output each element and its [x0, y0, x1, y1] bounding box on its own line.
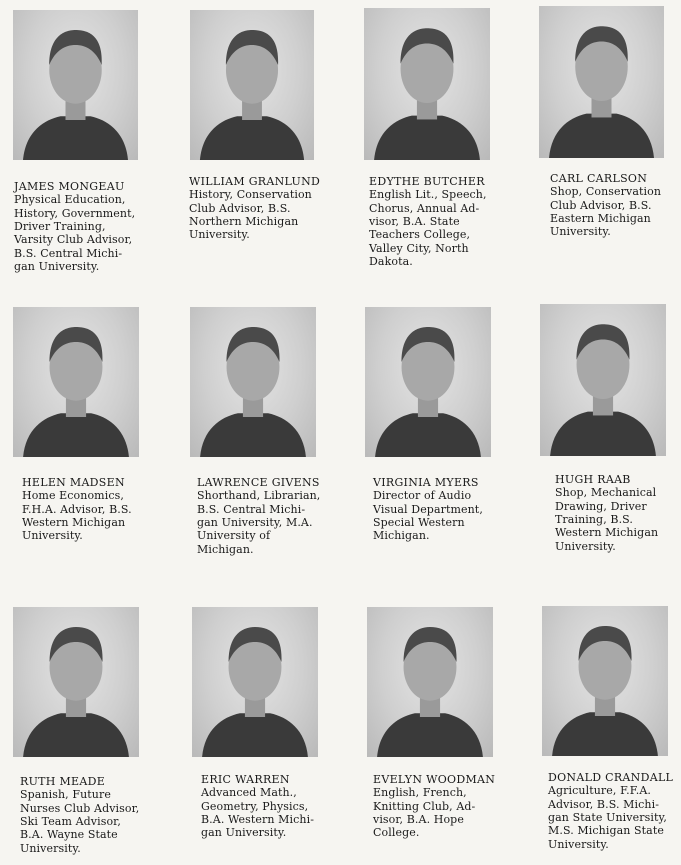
faculty-detail: Western Michigan [555, 526, 659, 540]
faculty-detail: Valley City, North [369, 241, 469, 255]
portrait-shoulders [374, 116, 480, 160]
faculty-detail: Eastern Michigan [550, 211, 651, 225]
faculty-detail: Chorus, Annual Ad- [369, 201, 480, 215]
faculty-detail: Western Michigan [22, 515, 126, 529]
faculty-detail: Physical Education, [14, 193, 126, 207]
portrait-silhouette [367, 607, 493, 757]
portrait-shoulders [202, 713, 308, 757]
faculty-detail: Club Advisor, B.S. [550, 198, 652, 212]
portrait-photo [367, 607, 493, 757]
faculty-detail: gan State University, [548, 810, 667, 824]
faculty-name: LAWRENCE GIVENS [197, 476, 320, 489]
faculty-detail: Special Western [373, 515, 465, 529]
faculty-detail: Michigan. [197, 542, 254, 556]
faculty-detail: Club Advisor, B.S. [189, 201, 291, 215]
faculty-detail: Geometry, Physics, [201, 799, 309, 813]
faculty-detail: Northern Michigan [189, 214, 299, 228]
faculty-detail: English, French, [373, 786, 467, 800]
faculty-detail: University. [550, 225, 611, 239]
faculty-detail: History, Conservation [189, 188, 312, 202]
faculty-detail: visor, B.A. Hope [373, 812, 464, 826]
faculty-detail: Drawing, Driver [555, 499, 647, 513]
portrait-shoulders [549, 114, 654, 158]
faculty-name: VIRGINIA MYERS [373, 476, 479, 489]
faculty-detail: University. [22, 529, 83, 543]
faculty-detail: Nurses Club Advisor, [20, 801, 140, 815]
faculty-detail: B.S. Central Michi- [197, 502, 306, 516]
faculty-detail: History, Government, [14, 206, 136, 220]
faculty-detail: M.S. Michigan State [548, 824, 664, 838]
faculty-detail: Michigan. [373, 529, 430, 543]
faculty-detail: Shorthand, Librarian, [197, 489, 321, 503]
faculty-detail: Driver Training, [14, 219, 106, 233]
faculty-detail: gan University. [14, 259, 100, 273]
portrait-silhouette [190, 10, 314, 160]
faculty-detail: Director of Audio [373, 489, 472, 503]
portrait-silhouette [539, 6, 664, 158]
faculty-detail: Knitting Club, Ad- [373, 799, 476, 813]
portrait-shoulders [375, 413, 481, 457]
faculty-name: RUTH MEADE [20, 775, 106, 788]
faculty-detail: Varsity Club Advisor, [14, 233, 133, 247]
portrait-photo [365, 307, 491, 457]
faculty-detail: Training, B.S. [555, 512, 634, 526]
faculty-name: HELEN MADSEN [22, 476, 125, 489]
portrait-silhouette [542, 606, 668, 756]
faculty-name: DONALD CRANDALL [548, 771, 674, 784]
portrait-photo [540, 304, 666, 456]
faculty-name: EDYTHE BUTCHER [369, 175, 485, 188]
faculty-name: WILLIAM GRANLUND [189, 175, 321, 188]
faculty-detail: gan University, M.A. [197, 515, 313, 529]
portrait-silhouette [13, 307, 139, 457]
faculty-detail: Agriculture, F.F.A. [548, 784, 651, 798]
faculty-detail: Ski Team Advisor, [20, 814, 121, 828]
faculty-detail: B.S. Central Michi- [14, 246, 123, 260]
portrait-shoulders [23, 116, 128, 160]
portrait-photo [542, 606, 668, 756]
faculty-detail: Shop, Conservation [550, 185, 662, 199]
faculty-detail: University. [548, 837, 609, 851]
faculty-detail: Shop, Mechanical [555, 486, 657, 500]
faculty-detail: English Lit., Speech, [369, 188, 487, 202]
faculty-detail: Dakota. [369, 254, 413, 268]
faculty-detail: University. [189, 228, 250, 242]
portrait-shoulders [552, 712, 658, 756]
faculty-detail: Advanced Math., [201, 786, 297, 800]
faculty-detail: Teachers College, [369, 228, 471, 242]
portrait-photo [364, 8, 490, 160]
portrait-photo [190, 10, 314, 160]
faculty-detail: University of [197, 529, 271, 543]
faculty-detail: B.A. Wayne State [20, 828, 118, 842]
portrait-photo [192, 607, 318, 757]
faculty-name: CARL CARLSON [550, 172, 648, 185]
faculty-detail: visor, B.A. State [369, 214, 460, 228]
portrait-silhouette [13, 607, 139, 757]
portrait-silhouette [364, 8, 490, 160]
portrait-silhouette [13, 10, 138, 160]
faculty-detail: College. [373, 826, 420, 840]
portrait-shoulders [550, 412, 656, 456]
faculty-detail: F.H.A. Advisor, B.S. [22, 502, 132, 516]
portrait-photo [13, 307, 139, 457]
faculty-detail: B.A. Western Michi- [201, 812, 315, 826]
portrait-shoulders [23, 413, 129, 457]
portrait-shoulders [200, 413, 306, 457]
faculty-detail: University. [20, 841, 81, 855]
portrait-silhouette [365, 307, 491, 457]
portrait-silhouette [540, 304, 666, 456]
portrait-shoulders [377, 713, 483, 757]
faculty-detail: gan University. [201, 826, 287, 840]
faculty-detail: University. [555, 539, 616, 553]
portrait-photo [539, 6, 664, 158]
faculty-name: ERIC WARREN [201, 773, 290, 786]
faculty-detail: Advisor, B.S. Michi- [548, 797, 660, 811]
portrait-photo [13, 607, 139, 757]
faculty-name: HUGH RAAB [555, 473, 631, 486]
portrait-silhouette [190, 307, 316, 457]
faculty-detail: Spanish, Future [20, 788, 111, 802]
faculty-name: EVELYN WOODMAN [373, 773, 496, 786]
faculty-detail: Home Economics, [22, 489, 124, 503]
portrait-shoulders [200, 116, 304, 160]
portrait-photo [13, 10, 138, 160]
faculty-name: JAMES MONGEAU [14, 180, 125, 193]
portrait-photo [190, 307, 316, 457]
portrait-shoulders [23, 713, 129, 757]
portrait-silhouette [192, 607, 318, 757]
faculty-detail: Visual Department, [373, 502, 483, 516]
